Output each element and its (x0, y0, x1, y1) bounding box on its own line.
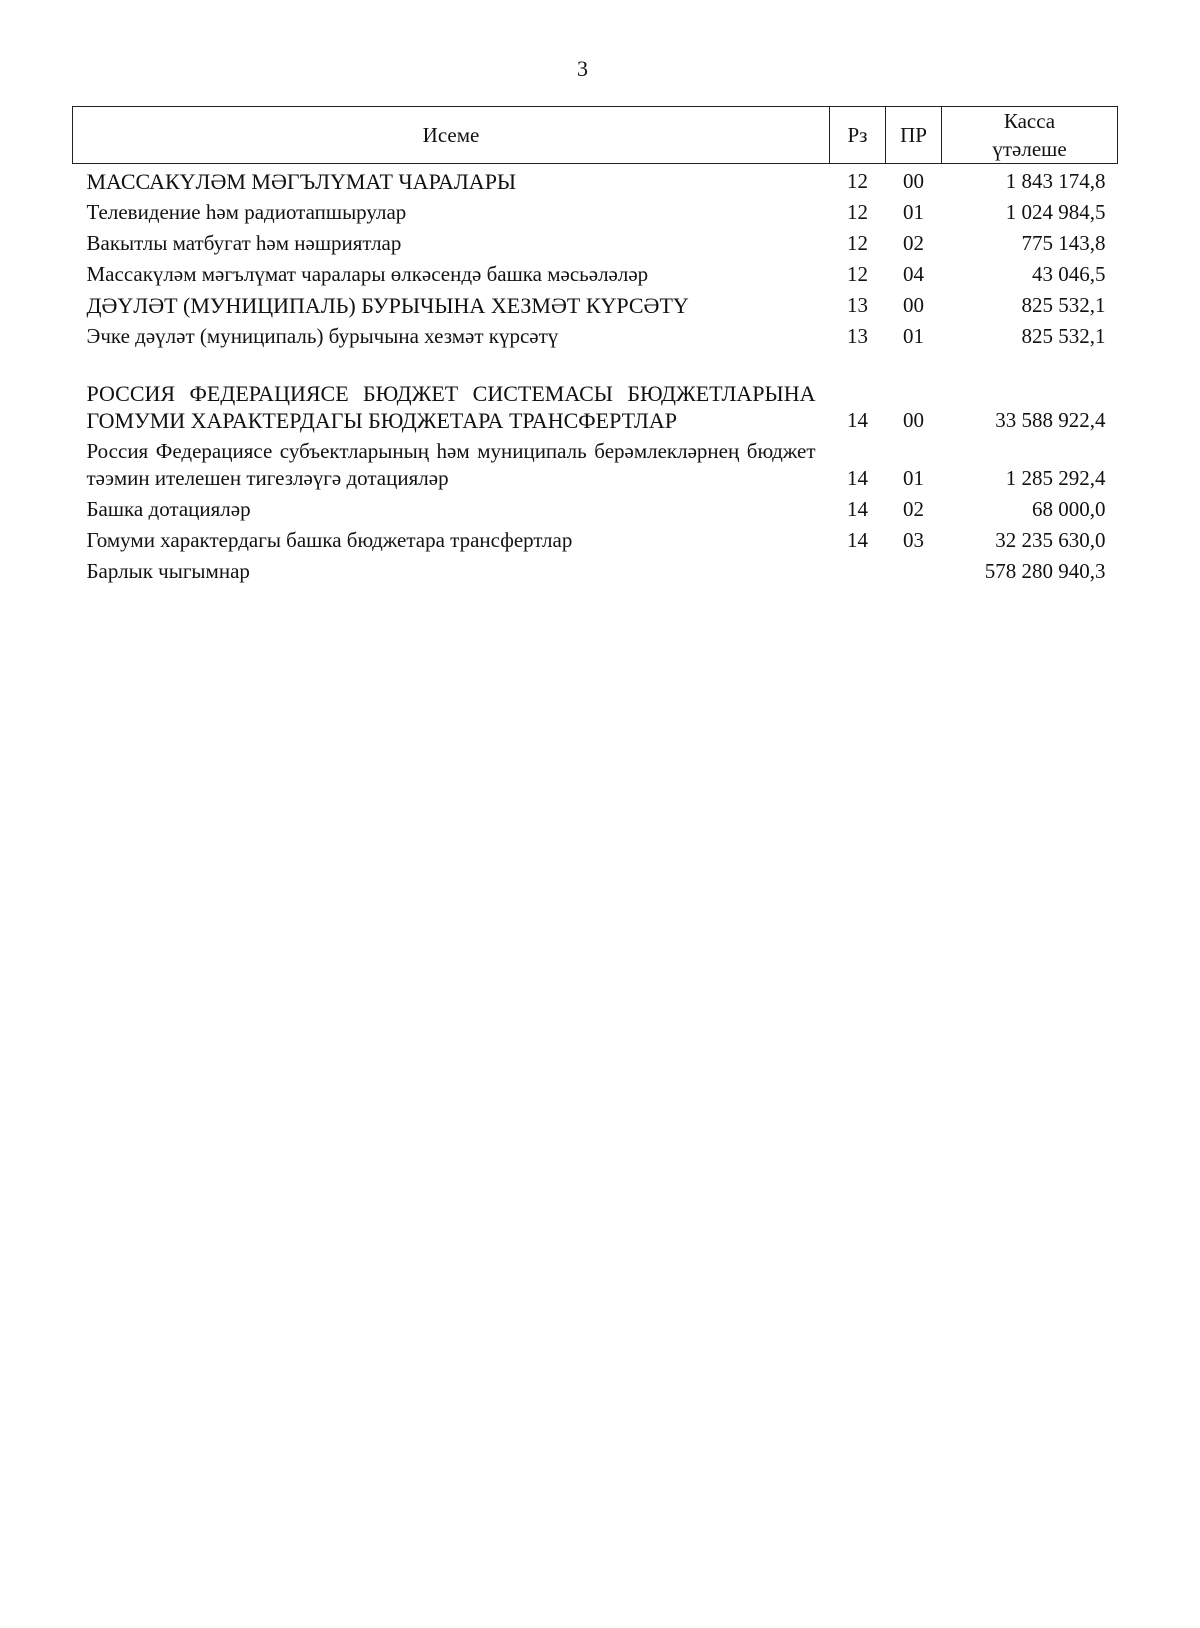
table-row (73, 350, 1118, 434)
header-sum-line2: үтәлеше (992, 137, 1067, 161)
total-row (73, 554, 1118, 585)
row-rz: 14 (847, 528, 868, 552)
row-name: МАССАКҮЛӘМ МӘГЪЛҮМАТ ЧАРАЛАРЫ (86, 169, 517, 194)
table-row (73, 319, 1118, 350)
row-sum: 43 046,5 (1032, 262, 1106, 286)
row-name: РОССИЯ ФЕДЕРАЦИЯСЕ БЮДЖЕТ СИСТЕМАСЫ БЮДЖЕТЛАРЫНА ГОМУМИ ХАРАКТЕРДАГЫ БЮДЖЕТАРА ТРАНСФЕРТЛАР (86, 381, 816, 433)
row-name: Телевидение һәм радиотапшырулар (86, 200, 407, 224)
header-rz: Рз (830, 107, 886, 164)
row-rz: 14 (847, 497, 868, 521)
table-row (73, 257, 1118, 288)
table-row (73, 164, 1118, 196)
row-sum: 68 000,0 (1032, 497, 1106, 521)
row-pr: 00 (903, 293, 924, 317)
row-rz: 12 (847, 169, 868, 193)
row-rz: 13 (847, 324, 868, 348)
row-rz: 12 (847, 231, 868, 255)
table-row (73, 492, 1118, 523)
row-sum: 1 285 292,4 (1005, 466, 1106, 490)
row-sum: 1 843 174,8 (1005, 169, 1106, 193)
row-rz: 12 (847, 200, 868, 224)
row-sum: 825 532,1 (1021, 324, 1106, 348)
table-row (73, 195, 1118, 226)
row-sum: 33 588 922,4 (995, 408, 1106, 432)
row-sum: 32 235 630,0 (995, 528, 1106, 552)
header-sum (942, 107, 1118, 164)
row-pr: 01 (903, 200, 924, 224)
total-sum: 578 280 940,3 (984, 559, 1106, 583)
row-name: Вакытлы матбугат һәм нәшриятлар (86, 231, 402, 255)
row-sum: 775 143,8 (1021, 231, 1106, 255)
page-number: 3 (577, 56, 588, 81)
row-name: Эчке дәүләт (муниципаль) бурычына хезмәт күрсәтү (86, 324, 559, 348)
row-rz: 12 (847, 262, 868, 286)
row-pr: 00 (903, 169, 924, 193)
header-pr: ПР (886, 107, 942, 164)
header-sum-line1: Касса (1003, 109, 1056, 133)
row-pr: 01 (903, 466, 924, 490)
table-body (73, 164, 1118, 586)
row-name: Гомуми характердагы башка бюджетара трансфертлар (86, 528, 573, 552)
row-name: Массакүләм мәгълүмат чаралары өлкәсендә башка мәсьәләләр (86, 262, 649, 286)
row-pr: 04 (903, 262, 924, 286)
row-pr (886, 554, 942, 585)
expenditure-table (72, 106, 1118, 585)
table-header (73, 107, 1118, 164)
table-row (73, 226, 1118, 257)
row-name: ДӘҮЛӘТ (МУНИЦИПАЛЬ) БУРЫЧЫНА ХЕЗМӘТ КҮРСӘТҮ (86, 293, 689, 318)
total-label: Барлык чыгымнар (86, 559, 250, 583)
row-pr: 01 (903, 324, 924, 348)
row-pr: 02 (903, 231, 924, 255)
table-row (73, 523, 1118, 554)
row-rz (830, 554, 886, 585)
header-name: Исеме (73, 107, 830, 164)
table-row (73, 434, 1118, 492)
row-pr: 00 (903, 408, 924, 432)
table-row (73, 288, 1118, 319)
row-rz: 14 (847, 408, 868, 432)
row-name: Башка дотацияләр (86, 497, 251, 521)
row-pr: 03 (903, 528, 924, 552)
row-name: Россия Федерациясе субъектларының һәм муниципаль берәмлекләрнең бюджет тәэмин ителешен тигезләүгә дотацияләр (86, 439, 816, 490)
row-sum: 1 024 984,5 (1005, 200, 1106, 224)
header-row (73, 107, 1118, 164)
row-sum: 825 532,1 (1021, 293, 1106, 317)
row-rz: 13 (847, 293, 868, 317)
row-rz: 14 (847, 466, 868, 490)
row-pr: 02 (903, 497, 924, 521)
